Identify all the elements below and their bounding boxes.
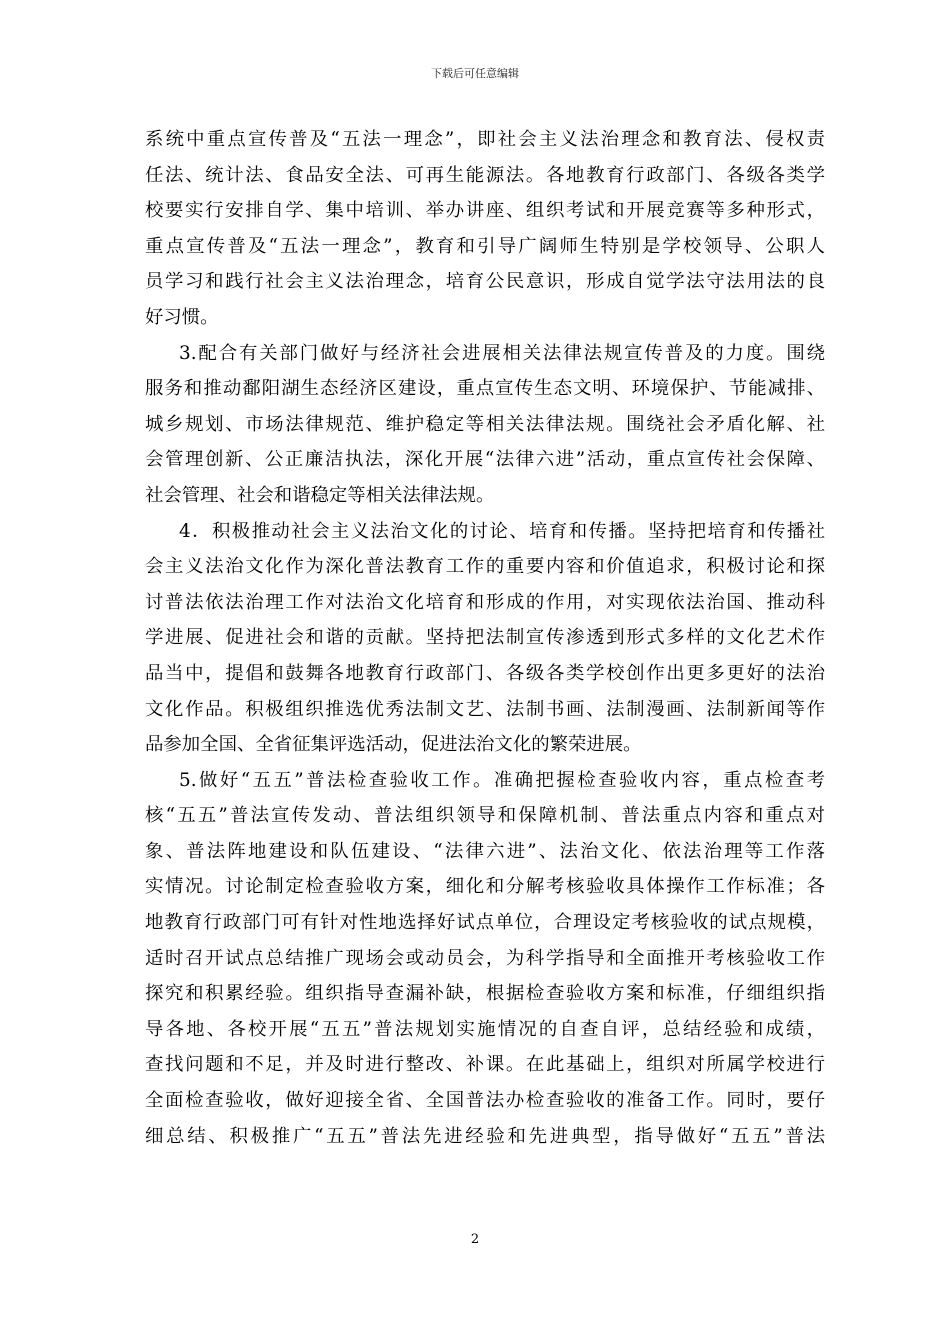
page-header: 下载后可任意编辑	[431, 67, 519, 80]
body-line: 全面检查验收，做好迎接全省、全国普法办检查验收的准备工作。同时，要仔	[145, 1090, 825, 1112]
document-body	[145, 122, 825, 1154]
body-line: 系统中重点宣传普及“五法一理念”，即社会主义法治理念和教育法、侵权责	[145, 129, 825, 150]
paragraph-last-line: 好习惯。	[145, 306, 219, 328]
body-line: 探究和积累经验。组织指导查漏补缺，根据检查验收方案和标准，仔细组织指	[145, 983, 825, 1005]
body-line: 象、普法阵地建设和队伍建设、“法律六进”、法治文化、依法治理等工作落	[145, 840, 825, 862]
body-line: 学进展、促进社会和谐的贡献。坚持把法制宣传渗透到形式多样的文化艺术作	[145, 627, 825, 649]
paragraph-first-line: 5.做好“五五”普法检查验收工作。准确把握检查验收内容，重点检查考	[179, 769, 825, 791]
paragraph-last-line: 社会管理、社会和谐稳定等相关法律法规。	[145, 484, 495, 506]
body-line: 适时召开试点总结推广现场会或动员会，为科学指导和全面推开考核验收工作	[145, 947, 825, 969]
body-line: 讨普法依法治理工作对法治文化培育和形成的作用，对实现依法治国、推动科	[145, 591, 825, 613]
paragraph-last-line: 品参加全国、全省征集评选活动，促进法治文化的繁荣进展。	[145, 734, 642, 756]
body-line: 品当中，提倡和鼓舞各地教育行政部门、各级各类学校创作出更多更好的法治	[145, 662, 825, 684]
body-line: 文化作品。积极组织推选优秀法制文艺、法制书画、法制漫画、法制新闻等作	[145, 698, 825, 720]
body-line: 服务和推动鄱阳湖生态经济区建设，重点宣传生态文明、环境保护、节能减排、	[145, 378, 825, 400]
body-line: 员学习和践行社会主义法治理念，培育公民意识，形成自觉学法守法用法的良	[145, 271, 825, 293]
body-line: 查找问题和不足，并及时进行整改、补课。在此基础上，组织对所属学校进行	[145, 1054, 825, 1076]
body-line: 会主义法治文化作为深化普法教育工作的重要内容和价值追求，积极讨论和探	[145, 556, 825, 578]
body-line: 校要实行安排自学、集中培训、举办讲座、组织考试和开展竞赛等多种形式，	[145, 200, 825, 222]
body-line: 核“五五”普法宣传发动、普法组织领导和保障机制、普法重点内容和重点对	[145, 805, 825, 827]
body-line: 导各地、各校开展“五五”普法规划实施情况的自查自评，总结经验和成绩，	[145, 1018, 825, 1040]
body-line: 任法、统计法、食品安全法、可再生能源法。各地教育行政部门、各级各类学	[145, 164, 825, 186]
body-line: 城乡规划、市场法律规范、维护稳定等相关法律法规。围绕社会矛盾化解、社	[145, 413, 825, 435]
body-line: 地教育行政部门可有针对性地选择好试点单位，合理设定考核验收的试点规模，	[145, 912, 825, 934]
paragraph-first-line: 4．积极推动社会主义法治文化的讨论、培育和传播。坚持把培育和传播社	[179, 520, 825, 542]
body-line: 会管理创新、公正廉洁执法，深化开展“法律六进”活动，重点宣传社会保障、	[145, 449, 825, 471]
body-line: 细总结、积极推广“五五”普法先进经验和先进典型，指导做好“五五”普法	[145, 1125, 825, 1147]
body-line: 重点宣传普及“五法一理念”，教育和引导广阔师生特别是学校领导、公职人	[145, 235, 825, 257]
body-line: 实情况。讨论制定检查验收方案，细化和分解考核验收具体操作工作标准；各	[145, 876, 825, 898]
paragraph-first-line: 3.配合有关部门做好与经济社会进展相关法律法规宣传普及的力度。围绕	[179, 342, 825, 364]
page-number: 2	[470, 1232, 480, 1247]
